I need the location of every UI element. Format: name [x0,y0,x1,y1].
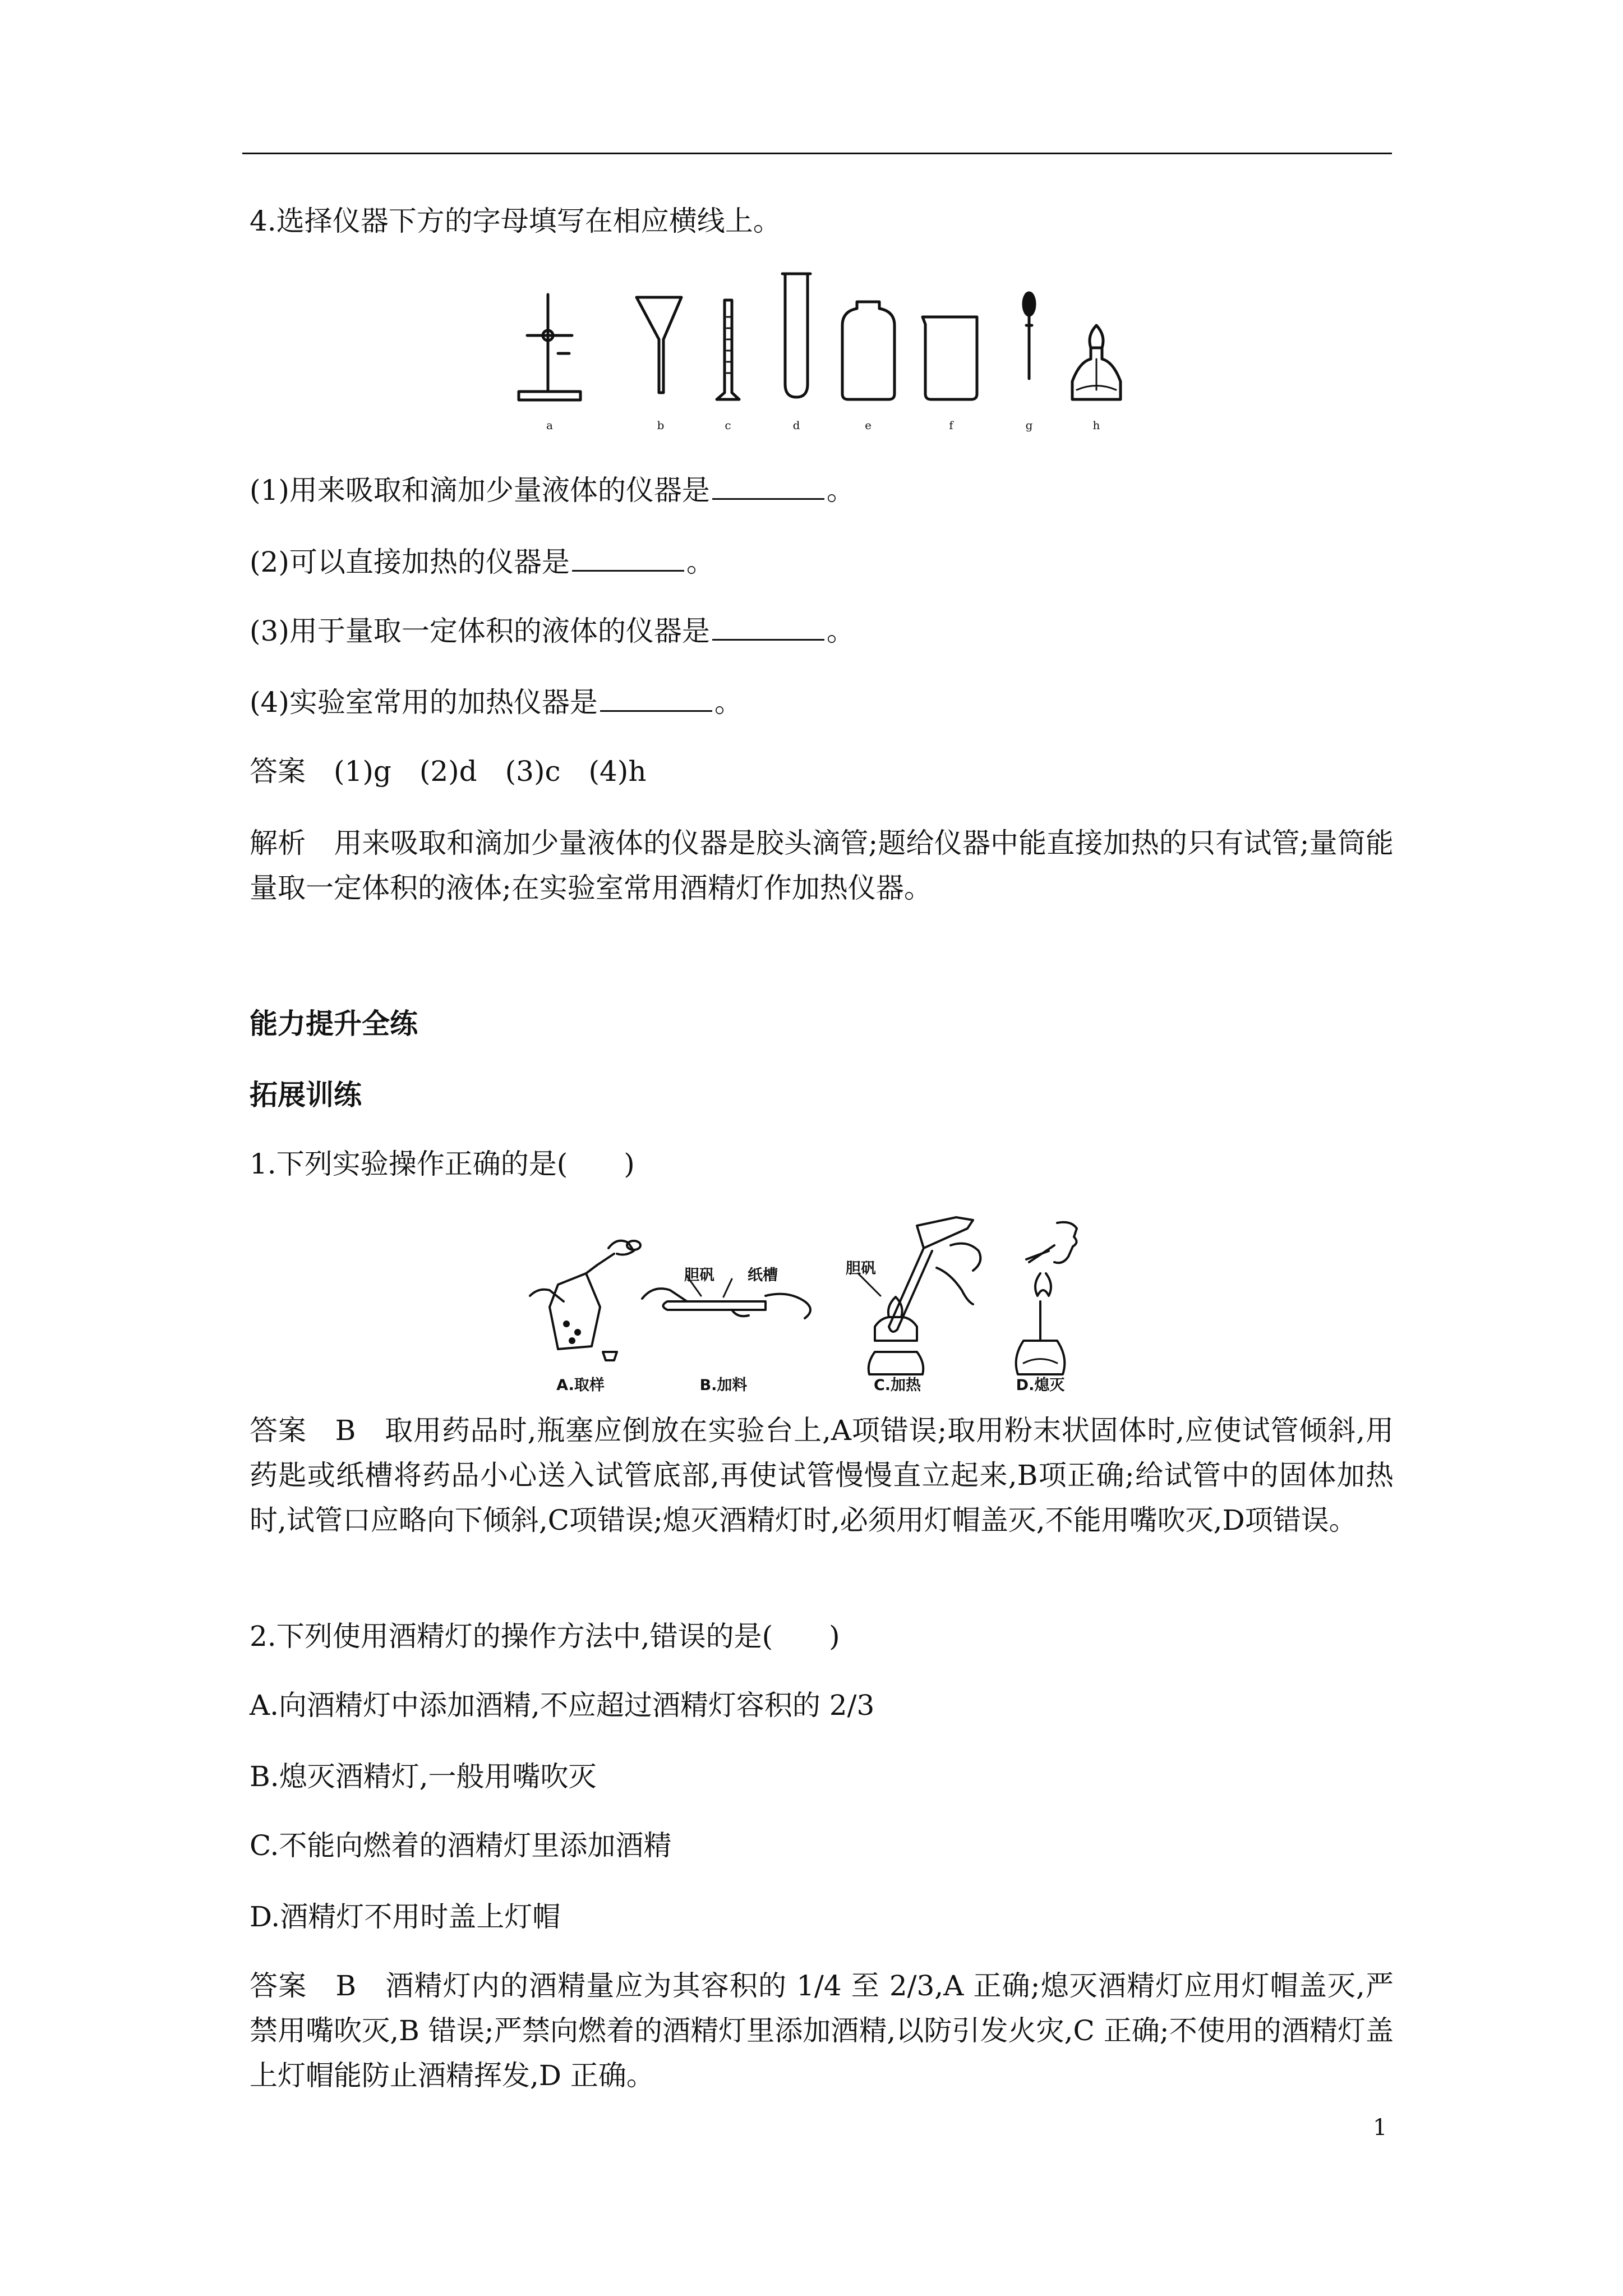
figure-label-e: e [865,418,872,432]
q2-option-b: B.熄灭酒精灯,一般用嘴吹灭 [250,1760,597,1793]
funnel-icon [637,297,681,393]
q4-sub2: (2)可以直接加热的仪器是 。 [250,546,714,578]
answer-blank[interactable] [600,688,712,712]
figure-label-b: b [657,418,665,432]
figure-label-d: d [792,418,800,432]
alcohol-lamp-icon [1072,325,1121,399]
dropper-icon [1023,293,1035,379]
answer-blank[interactable] [712,616,824,641]
figure-label-D: D.熄灭 [1016,1377,1065,1394]
figure-label-a: a [546,418,553,432]
figure-text-dan-fan-2: 胆矾 [846,1260,876,1277]
q1-stem: 1.下列实验操作正确的是( ) [250,1148,635,1180]
q2-answer: 答案 B 酒精灯内的酒精量应为其容积的 1/4 至 2/3,A 正确;熄灭酒精灯应用灯帽盖灭,严禁用嘴吹灭,B 错误;严禁向燃着的酒精灯里添加酒精,以防引发火灾,C 正确;不使用的酒精灯盖上灯帽能防止酒精挥发,D 正确。 [250,1970,1394,2092]
graduated-cylinder-icon [717,300,739,399]
q2-option-a: A.向酒精灯中添加酒精,不应超过酒精灯容积的 2/3 [250,1689,875,1722]
figure-label-f: f [949,418,953,432]
q1-answer: 答案 B 取用药品时,瓶塞应倒放在实验台上,A项错误;取用粉末状固体时,应使试管倾斜,用药匙或纸槽将药品小心送入试管底部,再使试管慢慢直立起来,B项正确;给试管中的固体加热时,试管口应略向下倾斜,C项错误;熄灭酒精灯时,必须用灯帽盖灭,不能用嘴吹灭,D项错误。 [250,1414,1394,1536]
test-tube-icon [782,274,810,397]
header-rule [242,153,1392,154]
q4-title: 4.选择仪器下方的字母填写在相应横线上。 [250,205,781,237]
q4-sub1: (1)用来吸取和滴加少量液体的仪器是 。 [250,474,855,507]
q2-stem: 2.下列使用酒精灯的操作方法中,错误的是( ) [250,1620,840,1653]
page-number: 1 [1373,2115,1387,2141]
answer-blank[interactable] [712,476,824,500]
figure-label-g: g [1025,418,1033,432]
answer-blank[interactable] [572,547,684,572]
wide-mouth-bottle-icon [842,302,895,399]
q4-instrument-figure [516,269,1144,438]
figure-text-zhi-cao: 纸槽 [748,1267,778,1284]
heating-illustration-icon [858,1217,980,1374]
figure-text-dan-fan-1: 胆矾 [684,1267,714,1284]
figure-label-B: B.加料 [699,1377,748,1394]
figure-label-A: A.取样 [556,1377,605,1394]
adding-material-illustration-icon [642,1276,810,1318]
sampling-illustration-icon [530,1241,640,1360]
beaker-icon [923,317,977,399]
iron-stand-icon [519,295,580,400]
section-subheading: 拓展训练 [250,1078,362,1111]
q1-operation-figure [524,1212,1102,1397]
q2-option-d: D.酒精灯不用时盖上灯帽 [250,1901,561,1933]
figure-label-c: c [725,418,731,432]
section-heading: 能力提升全练 [250,1007,418,1040]
figure-label-C: C.加热 [873,1377,921,1394]
q2-option-c: C.不能向燃着的酒精灯里添加酒精 [250,1829,672,1862]
q4-answer: 答案 (1)g (2)d (3)c (4)h [250,755,647,788]
extinguishing-illustration-icon [1016,1222,1077,1374]
q4-sub4: (4)实验室常用的加热仪器是 。 [250,686,743,719]
q4-analysis: 解析 用来吸取和滴加少量液体的仪器是胶头滴管;题给仪器中能直接加热的只有试管;量筒能量取一定体积的液体;在实验室常用酒精灯作加热仪器。 [250,827,1394,904]
figure-label-h: h [1092,418,1100,432]
q4-sub3: (3)用于量取一定体积的液体的仪器是 。 [250,615,855,647]
